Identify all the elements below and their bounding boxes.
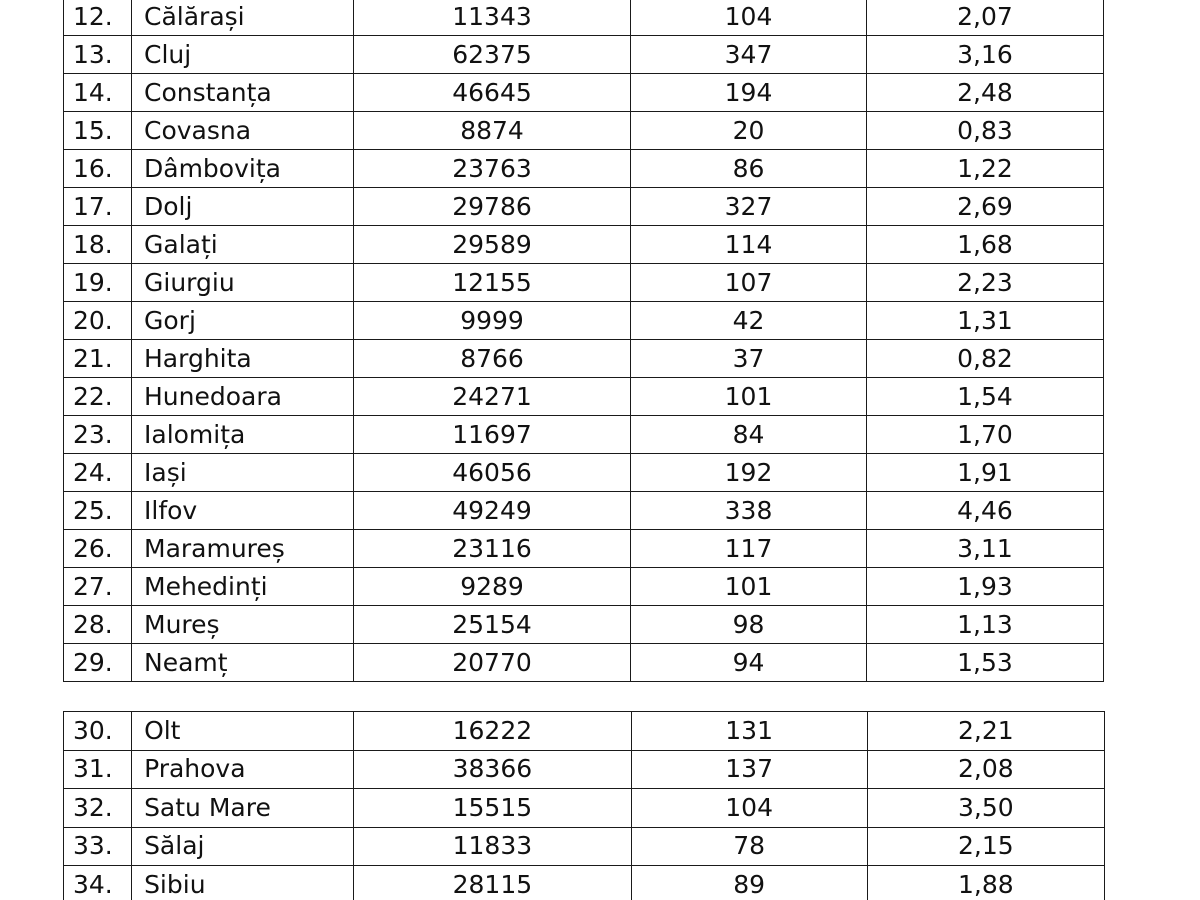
county-name: Mehedinți — [132, 568, 354, 606]
county-name: Mureș — [132, 606, 354, 644]
county-name: Giurgiu — [132, 264, 354, 302]
county-name: Hunedoara — [132, 378, 354, 416]
value-2-cell: 137 — [631, 750, 867, 789]
row-number: 12. — [64, 0, 132, 36]
row-number: 16. — [64, 150, 132, 188]
value-3-cell: 2,15 — [867, 827, 1104, 866]
value-3-cell: 1,13 — [867, 606, 1104, 644]
value-2-cell: 338 — [631, 492, 867, 530]
county-name: Ilfov — [132, 492, 354, 530]
value-3-cell: 2,07 — [867, 0, 1104, 36]
value-1-cell: 23763 — [354, 150, 631, 188]
row-number: 15. — [64, 112, 132, 150]
value-1-cell: 38366 — [354, 750, 631, 789]
value-2-cell: 104 — [631, 0, 867, 36]
table-row — [64, 188, 1104, 226]
row-number: 31. — [64, 750, 132, 789]
value-3-cell: 1,54 — [867, 378, 1104, 416]
county-name: Olt — [132, 712, 354, 751]
value-2-cell: 37 — [631, 340, 867, 378]
county-name: Covasna — [132, 112, 354, 150]
value-3-cell: 3,16 — [867, 36, 1104, 74]
table-row — [64, 454, 1104, 492]
value-1-cell: 49249 — [354, 492, 631, 530]
value-3-cell: 3,50 — [867, 789, 1104, 828]
row-number: 27. — [64, 568, 132, 606]
value-1-cell: 23116 — [354, 530, 631, 568]
value-3-cell: 1,31 — [867, 302, 1104, 340]
county-name: Dâmbovița — [132, 150, 354, 188]
table-row — [64, 827, 1105, 866]
row-number: 21. — [64, 340, 132, 378]
table-row — [64, 378, 1104, 416]
value-1-cell: 11343 — [354, 0, 631, 36]
value-2-cell: 101 — [631, 568, 867, 606]
value-2-cell: 94 — [631, 644, 867, 682]
value-1-cell: 8874 — [354, 112, 631, 150]
value-3-cell: 2,69 — [867, 188, 1104, 226]
value-3-cell: 4,46 — [867, 492, 1104, 530]
table-row — [64, 36, 1104, 74]
row-number: 20. — [64, 302, 132, 340]
value-1-cell: 46056 — [354, 454, 631, 492]
row-number: 30. — [64, 712, 132, 751]
value-1-cell: 11833 — [354, 827, 631, 866]
row-number: 33. — [64, 827, 132, 866]
row-number: 26. — [64, 530, 132, 568]
table-row — [64, 606, 1104, 644]
value-2-cell: 107 — [631, 264, 867, 302]
value-2-cell: 98 — [631, 606, 867, 644]
county-table-bottom-body — [64, 712, 1105, 900]
value-2-cell: 89 — [631, 866, 867, 900]
value-1-cell: 16222 — [354, 712, 631, 751]
value-2-cell: 20 — [631, 112, 867, 150]
value-2-cell: 86 — [631, 150, 867, 188]
table-row — [64, 750, 1105, 789]
table-row — [64, 416, 1104, 454]
county-table-top — [63, 0, 1104, 682]
table-row — [64, 712, 1105, 751]
row-number: 34. — [64, 866, 132, 900]
value-2-cell: 104 — [631, 789, 867, 828]
row-number: 25. — [64, 492, 132, 530]
value-2-cell: 117 — [631, 530, 867, 568]
value-3-cell: 1,93 — [867, 568, 1104, 606]
value-1-cell: 62375 — [354, 36, 631, 74]
value-1-cell: 12155 — [354, 264, 631, 302]
value-3-cell: 1,22 — [867, 150, 1104, 188]
county-name: Sibiu — [132, 866, 354, 900]
county-table-top-body — [64, 0, 1104, 682]
value-1-cell: 20770 — [354, 644, 631, 682]
table-row — [64, 568, 1104, 606]
county-name: Satu Mare — [132, 789, 354, 828]
row-number: 13. — [64, 36, 132, 74]
value-2-cell: 194 — [631, 74, 867, 112]
value-3-cell: 1,88 — [867, 866, 1104, 900]
county-name: Cluj — [132, 36, 354, 74]
county-table-bottom — [63, 711, 1105, 900]
value-3-cell: 1,91 — [867, 454, 1104, 492]
row-number: 14. — [64, 74, 132, 112]
county-name: Constanța — [132, 74, 354, 112]
county-name: Neamț — [132, 644, 354, 682]
value-1-cell: 25154 — [354, 606, 631, 644]
value-3-cell: 1,70 — [867, 416, 1104, 454]
value-2-cell: 42 — [631, 302, 867, 340]
county-name: Gorj — [132, 302, 354, 340]
row-number: 28. — [64, 606, 132, 644]
county-name: Sălaj — [132, 827, 354, 866]
table-row — [64, 340, 1104, 378]
table-row — [64, 789, 1105, 828]
row-number: 18. — [64, 226, 132, 264]
row-number: 19. — [64, 264, 132, 302]
value-3-cell: 2,23 — [867, 264, 1104, 302]
table-row — [64, 866, 1105, 900]
row-number: 17. — [64, 188, 132, 226]
row-number: 23. — [64, 416, 132, 454]
value-3-cell: 3,11 — [867, 530, 1104, 568]
row-number: 29. — [64, 644, 132, 682]
value-3-cell: 0,83 — [867, 112, 1104, 150]
value-2-cell: 84 — [631, 416, 867, 454]
value-1-cell: 9289 — [354, 568, 631, 606]
table-row — [64, 644, 1104, 682]
row-number: 22. — [64, 378, 132, 416]
value-1-cell: 28115 — [354, 866, 631, 900]
value-3-cell: 1,68 — [867, 226, 1104, 264]
value-3-cell: 2,48 — [867, 74, 1104, 112]
county-name: Prahova — [132, 750, 354, 789]
value-3-cell: 1,53 — [867, 644, 1104, 682]
table-row — [64, 112, 1104, 150]
value-1-cell: 11697 — [354, 416, 631, 454]
row-number: 32. — [64, 789, 132, 828]
table-row — [64, 150, 1104, 188]
county-name: Dolj — [132, 188, 354, 226]
value-1-cell: 29786 — [354, 188, 631, 226]
county-name: Harghita — [132, 340, 354, 378]
value-1-cell: 46645 — [354, 74, 631, 112]
table-row — [64, 530, 1104, 568]
value-1-cell: 15515 — [354, 789, 631, 828]
table-row — [64, 264, 1104, 302]
value-2-cell: 131 — [631, 712, 867, 751]
table-row — [64, 302, 1104, 340]
value-1-cell: 8766 — [354, 340, 631, 378]
value-1-cell: 24271 — [354, 378, 631, 416]
table-row — [64, 492, 1104, 530]
table-row — [64, 0, 1104, 36]
value-2-cell: 327 — [631, 188, 867, 226]
value-3-cell: 0,82 — [867, 340, 1104, 378]
value-3-cell: 2,08 — [867, 750, 1104, 789]
county-name: Maramureș — [132, 530, 354, 568]
county-name: Ialomița — [132, 416, 354, 454]
table-row — [64, 74, 1104, 112]
value-2-cell: 192 — [631, 454, 867, 492]
value-2-cell: 101 — [631, 378, 867, 416]
value-2-cell: 78 — [631, 827, 867, 866]
value-1-cell: 29589 — [354, 226, 631, 264]
county-name: Galați — [132, 226, 354, 264]
county-name: Călărași — [132, 0, 354, 36]
value-2-cell: 114 — [631, 226, 867, 264]
row-number: 24. — [64, 454, 132, 492]
county-name: Iași — [132, 454, 354, 492]
table-row — [64, 226, 1104, 264]
value-3-cell: 2,21 — [867, 712, 1104, 751]
value-2-cell: 347 — [631, 36, 867, 74]
value-1-cell: 9999 — [354, 302, 631, 340]
